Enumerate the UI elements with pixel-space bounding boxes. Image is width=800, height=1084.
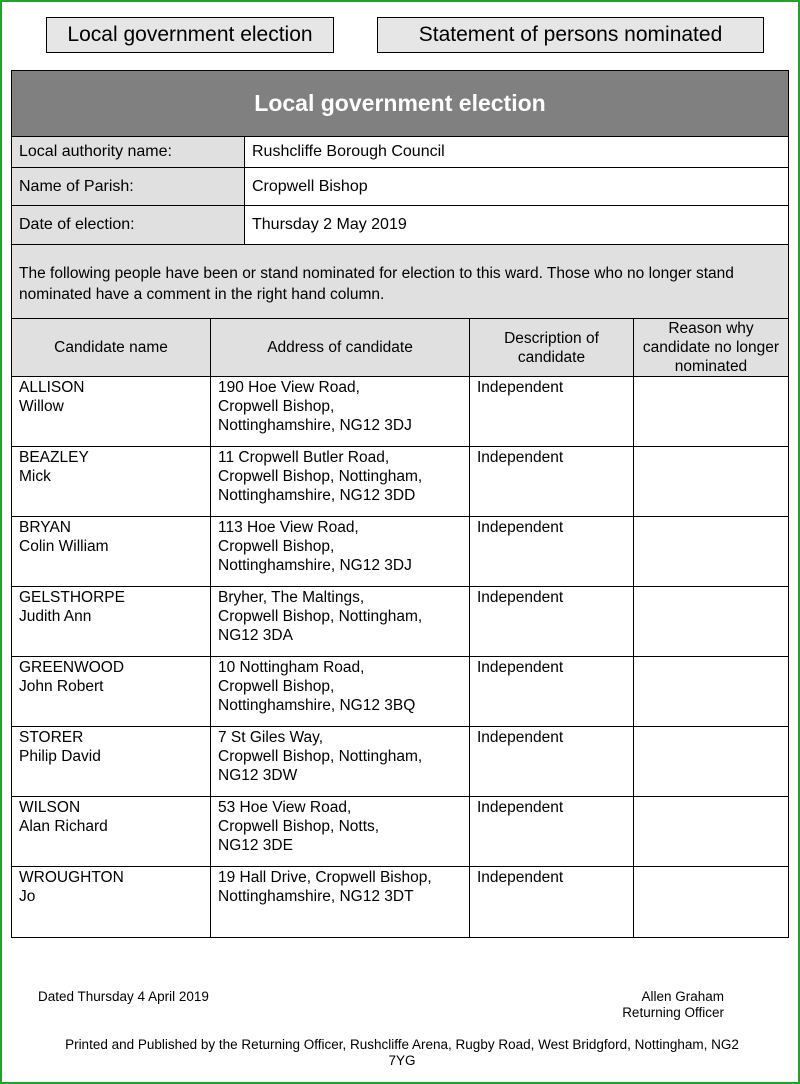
candidate-forenames: Colin William [19, 538, 109, 555]
candidate-surname: ALLISON [19, 379, 85, 396]
table-row [12, 727, 788, 797]
candidate-surname: GELSTHORPE [19, 589, 125, 606]
header-statement-box: Statement of persons nominated [377, 17, 764, 53]
col-header-name: Candidate name [12, 319, 211, 377]
parish-value: Cropwell Bishop [252, 177, 368, 195]
returning-officer [622, 989, 724, 1021]
candidate-description: Independent [470, 517, 634, 587]
address-line: Cropwell Bishop, Nottingham, [218, 608, 423, 625]
address-line: NG12 3DA [218, 627, 293, 644]
candidate-reason [634, 517, 789, 587]
candidate-surname: BRYAN [19, 519, 71, 536]
candidates-body [12, 377, 788, 937]
table-row [12, 447, 788, 517]
candidate-surname: STORER [19, 729, 84, 746]
candidate-address-cell [211, 447, 470, 517]
candidate-reason [634, 587, 789, 657]
candidate-forenames: Judith Ann [19, 608, 92, 625]
candidate-name-cell [12, 517, 211, 587]
address-line: Nottinghamshire, NG12 3DJ [218, 417, 412, 434]
candidate-reason [634, 727, 789, 797]
candidate-reason [634, 657, 789, 727]
candidate-forenames: Mick [19, 468, 51, 485]
candidate-description: Independent [470, 657, 634, 727]
col-header-reason: Reason why candidate no longer nominated [634, 319, 789, 377]
candidate-forenames: Alan Richard [19, 818, 108, 835]
table-row [12, 587, 788, 657]
candidate-name-cell [12, 797, 211, 867]
col-header-address: Address of candidate [211, 319, 470, 377]
address-line: Cropwell Bishop, [218, 398, 335, 415]
address-line: 7 St Giles Way, [218, 729, 324, 746]
nomination-statement [11, 70, 789, 938]
col-header-description: Description of candidate [470, 319, 634, 377]
candidate-reason [634, 797, 789, 867]
address-line: 11 Cropwell Butler Road, [218, 449, 390, 466]
date-value: Thursday 2 May 2019 [252, 216, 407, 233]
candidate-reason [634, 867, 789, 937]
candidate-name-cell [12, 727, 211, 797]
candidate-name-cell [12, 657, 211, 727]
table-row [12, 797, 788, 867]
candidate-surname: GREENWOOD [19, 659, 125, 676]
address-line: 53 Hoe View Road, [218, 799, 352, 816]
parish-label: Name of Parish: [12, 168, 245, 205]
address-line: 19 Hall Drive, Cropwell Bishop, [218, 869, 432, 886]
candidate-forenames: Philip David [19, 748, 101, 765]
candidate-address-cell [211, 727, 470, 797]
candidate-address-cell [211, 797, 470, 867]
date-label: Date of election: [12, 206, 245, 244]
imprint-text: Printed and Published by the Returning Officer, Rushcliffe Arena, Rugby Road, West Bridgford, Nottingham, NG2 7YG [65, 1037, 739, 1068]
candidate-name-cell [12, 867, 211, 937]
candidate-surname: WROUGHTON [19, 869, 124, 886]
candidate-address-cell [211, 587, 470, 657]
candidate-forenames: Jo [19, 888, 36, 905]
candidates-table [12, 319, 788, 937]
candidate-reason [634, 447, 789, 517]
candidate-address-cell [211, 517, 470, 587]
parish-row [12, 168, 788, 206]
table-row [12, 377, 788, 447]
table-row [12, 657, 788, 727]
candidate-description: Independent [470, 797, 634, 867]
address-line: Cropwell Bishop, Notts, [218, 818, 380, 835]
header-election-type-box: Local government election [46, 17, 334, 53]
candidate-name-cell [12, 377, 211, 447]
candidate-address-cell [211, 657, 470, 727]
date-row [12, 206, 788, 245]
address-line: Nottinghamshire, NG12 3DT [218, 888, 414, 905]
address-line: NG12 3DE [218, 837, 293, 854]
address-line: Cropwell Bishop, Nottingham, [218, 748, 423, 765]
candidate-name-cell [12, 447, 211, 517]
notice-text: The following people have been or stand nominated for election to this ward. Those who no longer stand nominated have a comment in the right hand column. [12, 245, 788, 319]
address-line: Bryher, The Maltings, [218, 589, 365, 606]
candidate-forenames: Willow [19, 398, 64, 415]
address-line: Nottinghamshire, NG12 3DD [218, 487, 416, 504]
candidate-description: Independent [470, 377, 634, 447]
address-line: Nottinghamshire, NG12 3BQ [218, 697, 416, 714]
candidate-name-cell [12, 587, 211, 657]
candidate-description: Independent [470, 587, 634, 657]
address-line: 10 Nottingham Road, [218, 659, 365, 676]
candidate-address-cell [211, 377, 470, 447]
address-line: Cropwell Bishop, Nottingham, [218, 468, 423, 485]
officer-title: Returning Officer [622, 1005, 724, 1020]
candidate-forenames: John Robert [19, 678, 104, 695]
address-line: NG12 3DW [218, 767, 298, 784]
candidate-description: Independent [470, 727, 634, 797]
candidate-surname: BEAZLEY [19, 449, 89, 466]
banner-title: Local government election [12, 71, 788, 137]
authority-value: Rushcliffe Borough Council [252, 143, 445, 160]
candidate-reason [634, 377, 789, 447]
address-line: Cropwell Bishop, [218, 678, 335, 695]
candidate-description: Independent [470, 867, 634, 937]
table-row [12, 517, 788, 587]
dated-text: Dated Thursday 4 April 2019 [38, 989, 209, 1004]
address-line: 113 Hoe View Road, [218, 519, 359, 536]
officer-name: Allen Graham [641, 989, 724, 1004]
address-line: Cropwell Bishop, [218, 538, 335, 555]
authority-row [12, 137, 788, 168]
candidate-surname: WILSON [19, 799, 81, 816]
candidate-address-cell [211, 867, 470, 937]
table-row [12, 867, 788, 937]
address-line: Nottinghamshire, NG12 3DJ [218, 557, 412, 574]
candidate-description: Independent [470, 447, 634, 517]
address-line: 190 Hoe View Road, [218, 379, 360, 396]
authority-label: Local authority name: [12, 137, 245, 167]
